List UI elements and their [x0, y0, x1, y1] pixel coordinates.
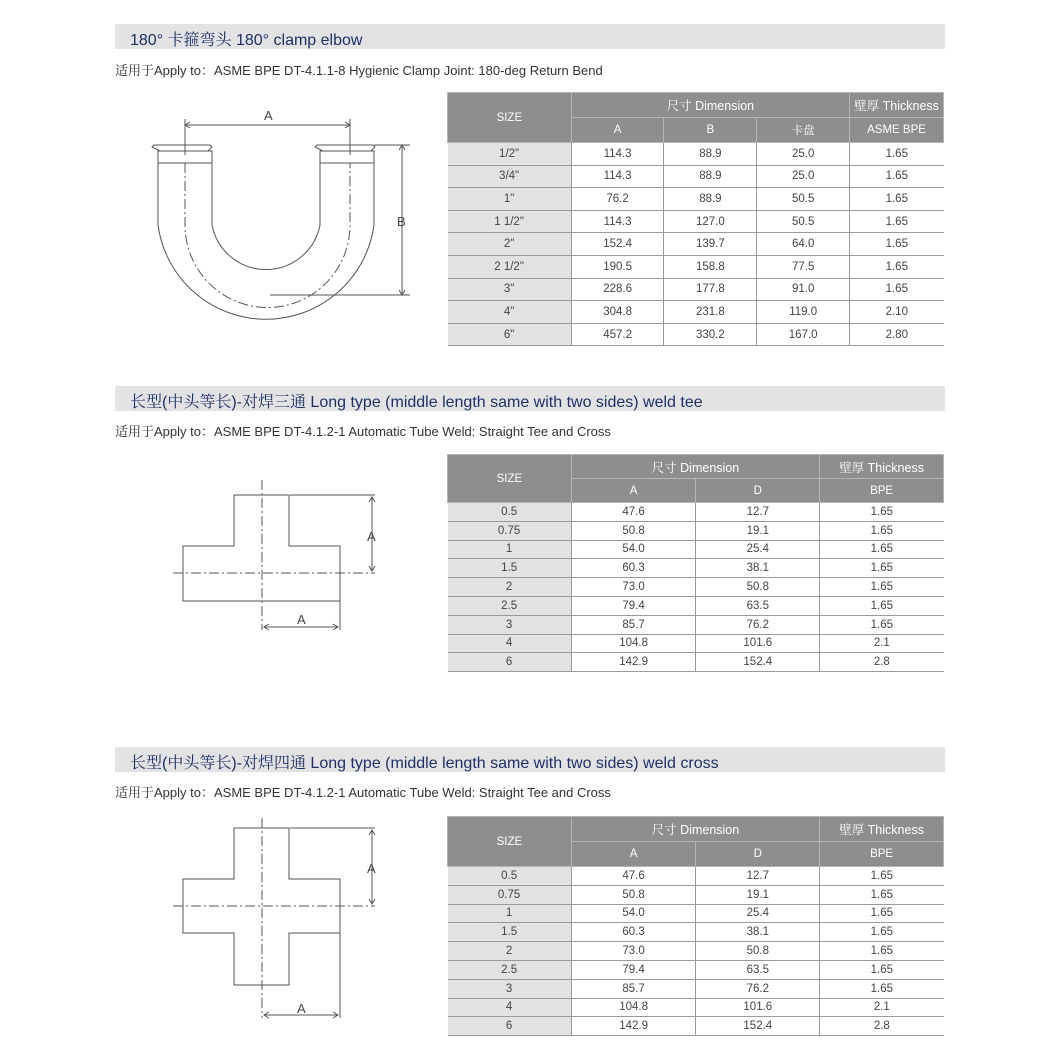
table-row [448, 923, 944, 942]
value-cell: 231.8 [664, 301, 757, 324]
value-cell: 2.80 [850, 323, 944, 346]
value-cell: 1.65 [850, 165, 944, 188]
size-header: SIZE [448, 93, 572, 143]
value-cell: 19.1 [696, 521, 820, 540]
table-row [448, 1017, 944, 1036]
value-cell: 1.65 [850, 188, 944, 211]
size-header: SIZE [448, 455, 572, 503]
value-cell: 47.6 [571, 503, 696, 522]
value-cell: 2.8 [820, 653, 944, 672]
value-cell: 457.2 [571, 323, 664, 346]
value-cell: 12.7 [696, 867, 820, 886]
value-cell: 1.65 [850, 210, 944, 233]
value-cell: 2.8 [820, 1017, 944, 1036]
value-cell: 12.7 [696, 503, 820, 522]
table-row [448, 998, 944, 1017]
size-cell: 1 1/2" [448, 210, 572, 233]
value-cell: 1.65 [850, 233, 944, 256]
table-row [448, 188, 944, 211]
value-cell: 1.65 [820, 867, 944, 886]
table-row [448, 278, 944, 301]
table-row [448, 540, 944, 559]
value-cell: 25.0 [757, 165, 850, 188]
dimension-label-a-horizontal: A [297, 612, 306, 627]
value-cell: 304.8 [571, 301, 664, 324]
size-cell: 3 [448, 979, 572, 998]
value-cell: 63.5 [696, 960, 820, 979]
u-bend-drawing [140, 105, 430, 335]
value-cell: 50.5 [757, 188, 850, 211]
table-row [448, 521, 944, 540]
table-row [448, 165, 944, 188]
value-cell: 104.8 [571, 634, 696, 653]
size-cell: 2 1/2" [448, 255, 572, 278]
column-header: BPE [820, 842, 944, 867]
size-cell: 0.75 [448, 521, 572, 540]
table-row [448, 979, 944, 998]
value-cell: 50.8 [571, 521, 696, 540]
value-cell: 60.3 [571, 559, 696, 578]
value-cell: 54.0 [571, 540, 696, 559]
size-cell: 3 [448, 615, 572, 634]
value-cell: 2.1 [820, 998, 944, 1017]
value-cell: 152.4 [696, 653, 820, 672]
column-header: 卡盘 [757, 118, 850, 143]
value-cell: 330.2 [664, 323, 757, 346]
section-title: 180° 卡箍弯头 180° clamp elbow [130, 32, 363, 49]
apply-to-text: 适用于Apply to：ASME BPE DT-4.1.2-1 Automatic Tube Weld: Straight Tee and Cross [115, 785, 611, 800]
value-cell: 85.7 [571, 615, 696, 634]
size-cell: 1" [448, 188, 572, 211]
value-cell: 25.4 [696, 904, 820, 923]
value-cell: 101.6 [696, 998, 820, 1017]
value-cell: 1.65 [820, 596, 944, 615]
table-row [448, 323, 944, 346]
thickness-header: 壁厚 Thickness [820, 817, 944, 842]
value-cell: 25.0 [757, 143, 850, 166]
table-row [448, 559, 944, 578]
value-cell: 79.4 [571, 960, 696, 979]
cross-drawing [170, 815, 390, 1025]
value-cell: 127.0 [664, 210, 757, 233]
dimension-label-a-vertical: A [367, 861, 376, 876]
apply-to-text: 适用于Apply to：ASME BPE DT-4.1.2-1 Automatic Tube Weld: Straight Tee and Cross [115, 424, 611, 439]
value-cell: 79.4 [571, 596, 696, 615]
size-cell: 4 [448, 998, 572, 1017]
size-cell: 2 [448, 578, 572, 597]
value-cell: 50.8 [571, 885, 696, 904]
table-row [448, 615, 944, 634]
value-cell: 88.9 [664, 165, 757, 188]
dimension-label-a-horizontal: A [297, 1001, 306, 1016]
size-cell: 2" [448, 233, 572, 256]
spec-table-tee [447, 454, 944, 672]
size-cell: 6 [448, 653, 572, 672]
column-header: D [696, 842, 820, 867]
thickness-header: 壁厚 Thickness [820, 455, 944, 479]
dimension-header: 尺寸 Dimension [571, 455, 819, 479]
section-title-bar [115, 747, 945, 772]
value-cell: 25.4 [696, 540, 820, 559]
size-cell: 1 [448, 904, 572, 923]
size-cell: 2 [448, 942, 572, 961]
table-row [448, 255, 944, 278]
size-cell: 6" [448, 323, 572, 346]
value-cell: 76.2 [696, 979, 820, 998]
size-cell: 6 [448, 1017, 572, 1036]
section-title-bar [115, 386, 945, 411]
dimension-label-a-vertical: A [367, 529, 376, 544]
table-row [448, 210, 944, 233]
value-cell: 1.65 [820, 503, 944, 522]
value-cell: 2.1 [820, 634, 944, 653]
value-cell: 88.9 [664, 188, 757, 211]
value-cell: 1.65 [820, 942, 944, 961]
dimension-header: 尺寸 Dimension [571, 93, 849, 118]
value-cell: 2.10 [850, 301, 944, 324]
value-cell: 50.5 [757, 210, 850, 233]
table-row [448, 904, 944, 923]
value-cell: 101.6 [696, 634, 820, 653]
value-cell: 142.9 [571, 1017, 696, 1036]
value-cell: 63.5 [696, 596, 820, 615]
column-header: A [571, 842, 696, 867]
value-cell: 1.65 [820, 960, 944, 979]
value-cell: 50.8 [696, 942, 820, 961]
size-header: SIZE [448, 817, 572, 867]
table-row [448, 596, 944, 615]
value-cell: 228.6 [571, 278, 664, 301]
column-header: ASME BPE [850, 118, 944, 143]
value-cell: 1.65 [820, 540, 944, 559]
value-cell: 54.0 [571, 904, 696, 923]
size-cell: 3" [448, 278, 572, 301]
value-cell: 47.6 [571, 867, 696, 886]
value-cell: 38.1 [696, 559, 820, 578]
value-cell: 1.65 [820, 885, 944, 904]
column-header: A [571, 479, 696, 503]
table-row [448, 653, 944, 672]
value-cell: 1.65 [820, 578, 944, 597]
size-cell: 1 [448, 540, 572, 559]
size-cell: 0.5 [448, 867, 572, 886]
value-cell: 50.8 [696, 578, 820, 597]
value-cell: 158.8 [664, 255, 757, 278]
table-row [448, 143, 944, 166]
value-cell: 1.65 [820, 979, 944, 998]
value-cell: 1.65 [850, 255, 944, 278]
tee-drawing [170, 475, 390, 640]
column-header: D [696, 479, 820, 503]
value-cell: 88.9 [664, 143, 757, 166]
spec-table-elbow [447, 92, 944, 346]
value-cell: 167.0 [757, 323, 850, 346]
value-cell: 114.3 [571, 143, 664, 166]
size-cell: 3/4" [448, 165, 572, 188]
value-cell: 190.5 [571, 255, 664, 278]
column-header: BPE [820, 479, 944, 503]
size-cell: 0.75 [448, 885, 572, 904]
dimension-label-a: A [264, 108, 273, 123]
table-row [448, 885, 944, 904]
value-cell: 1.65 [820, 904, 944, 923]
value-cell: 104.8 [571, 998, 696, 1017]
value-cell: 64.0 [757, 233, 850, 256]
table-row [448, 960, 944, 979]
table-row [448, 634, 944, 653]
value-cell: 73.0 [571, 578, 696, 597]
table-row [448, 233, 944, 256]
value-cell: 139.7 [664, 233, 757, 256]
value-cell: 1.65 [850, 143, 944, 166]
value-cell: 152.4 [696, 1017, 820, 1036]
value-cell: 114.3 [571, 210, 664, 233]
apply-to-text: 适用于Apply to：ASME BPE DT-4.1.1-8 Hygienic Clamp Joint: 180-deg Return Bend [115, 63, 603, 78]
value-cell: 142.9 [571, 653, 696, 672]
value-cell: 114.3 [571, 165, 664, 188]
dimension-label-b: B [397, 214, 406, 229]
size-cell: 0.5 [448, 503, 572, 522]
value-cell: 77.5 [757, 255, 850, 278]
table-row [448, 867, 944, 886]
value-cell: 1.65 [820, 559, 944, 578]
thickness-header: 壁厚 Thickness [850, 93, 944, 118]
section-title-bar [115, 24, 945, 49]
table-row [448, 578, 944, 597]
size-cell: 1.5 [448, 559, 572, 578]
column-header: B [664, 118, 757, 143]
value-cell: 85.7 [571, 979, 696, 998]
value-cell: 1.65 [820, 923, 944, 942]
value-cell: 1.65 [820, 521, 944, 540]
value-cell: 91.0 [757, 278, 850, 301]
value-cell: 73.0 [571, 942, 696, 961]
value-cell: 119.0 [757, 301, 850, 324]
value-cell: 60.3 [571, 923, 696, 942]
value-cell: 76.2 [571, 188, 664, 211]
value-cell: 152.4 [571, 233, 664, 256]
value-cell: 76.2 [696, 615, 820, 634]
spec-table-cross [447, 816, 944, 1036]
value-cell: 19.1 [696, 885, 820, 904]
value-cell: 1.65 [820, 615, 944, 634]
table-row [448, 503, 944, 522]
column-header: A [571, 118, 664, 143]
size-cell: 4 [448, 634, 572, 653]
dimension-header: 尺寸 Dimension [571, 817, 819, 842]
table-row [448, 301, 944, 324]
size-cell: 4" [448, 301, 572, 324]
size-cell: 2.5 [448, 960, 572, 979]
value-cell: 1.65 [850, 278, 944, 301]
size-cell: 2.5 [448, 596, 572, 615]
value-cell: 38.1 [696, 923, 820, 942]
section-title: 长型(中头等长)-对焊三通 Long type (middle length same with two sides) weld tee [130, 394, 703, 411]
value-cell: 177.8 [664, 278, 757, 301]
size-cell: 1/2" [448, 143, 572, 166]
size-cell: 1.5 [448, 923, 572, 942]
section-title: 长型(中头等长)-对焊四通 Long type (middle length same with two sides) weld cross [130, 755, 719, 772]
table-row [448, 942, 944, 961]
